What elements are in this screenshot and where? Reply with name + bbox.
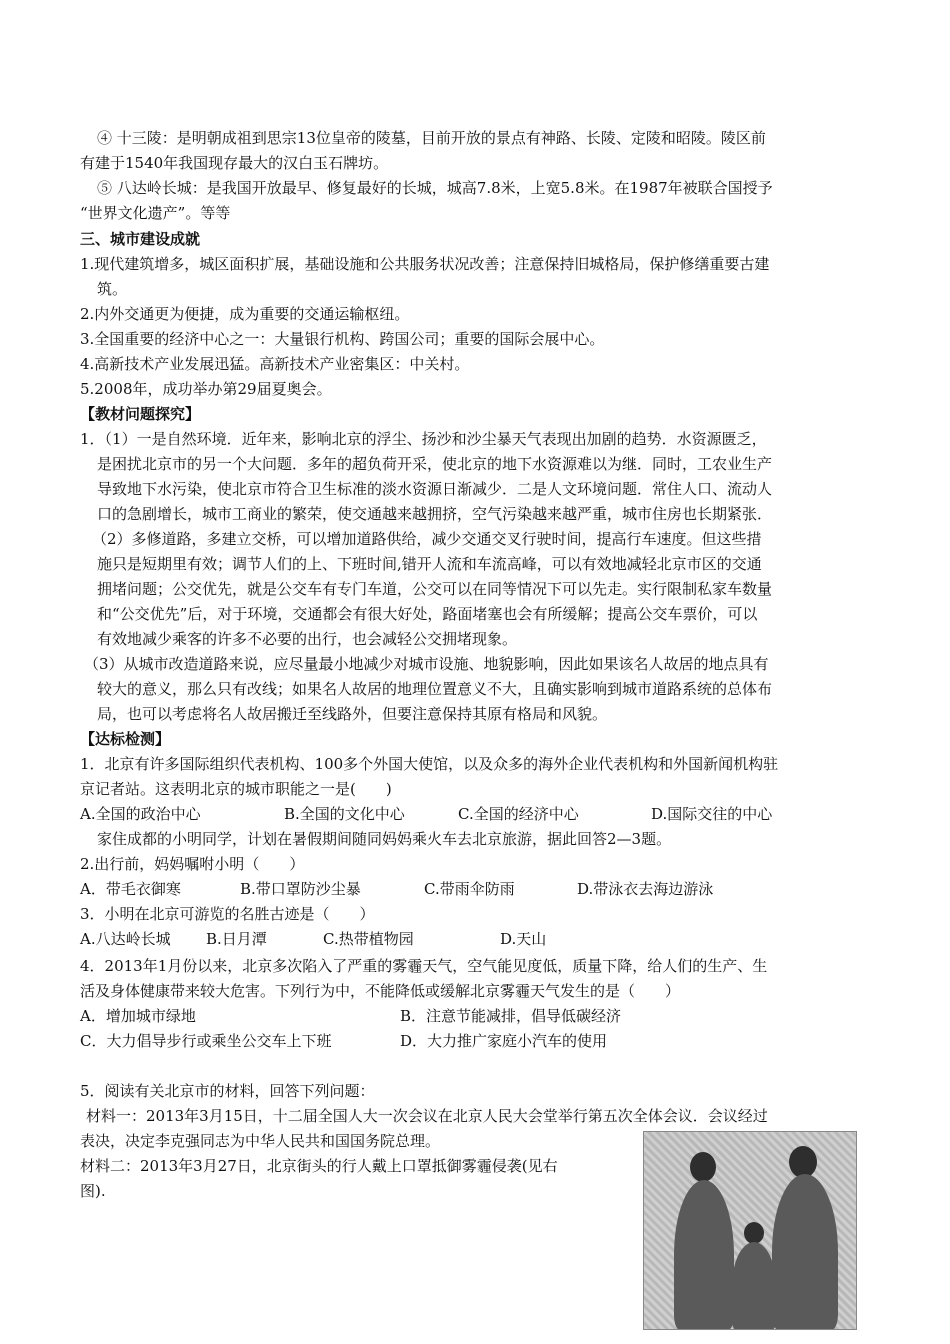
q2-option-a: A．带毛衣御寒 bbox=[80, 880, 181, 898]
question-3: 3．小明在北京可游览的名胜古迹是（ ） bbox=[80, 905, 375, 923]
q1-option-b: B.全国的文化中心 bbox=[284, 805, 405, 823]
q3-option-a: A.八达岭长城 bbox=[80, 930, 171, 948]
site-item-ming-tombs-cont: 有建于1540年我国现存最大的汉白玉石牌坊。 bbox=[80, 154, 389, 172]
achievement-item-cont: 筑。 bbox=[97, 280, 128, 298]
question-4: 4．2013年1月份以来，北京多次陷入了严重的雾霾天气，空气能见度低，质量下降，给人们的生产、生 bbox=[80, 957, 768, 975]
question-5: 5．阅读有关北京市的材料，回答下列问题： bbox=[80, 1082, 375, 1100]
section-heading-city-achievements: 三、城市建设成就 bbox=[80, 230, 201, 248]
q4-option-c: C．大力倡导步行或乘坐公交车上下班 bbox=[80, 1032, 332, 1050]
material-1: 材料一：2013年3月15日，十二届全国人大一次会议在北京人民大会堂举行第五次全体会议．会议经过 bbox=[86, 1107, 768, 1125]
q2-option-d: D.带泳衣去海边游泳 bbox=[577, 880, 714, 898]
answer-line: （3）从城市改造道路来说，应尽量最小地减少对城市设施、地貌影响，因此如果该名人故居的地点具有 bbox=[84, 655, 769, 673]
achievement-item: 5.2008年，成功举办第29届夏奥会。 bbox=[80, 380, 332, 398]
question-2: 2.出行前，妈妈嘱咐小明（ ） bbox=[80, 855, 305, 873]
site-item-badaling-cont: “世界文化遗产”。等等 bbox=[80, 204, 231, 222]
answer-line: 施只是短期里有效；调节人们的上、下班时间,错开人流和车流高峰，可以有效地减轻北京市区的交通 bbox=[97, 555, 762, 573]
material-2-cont: 图). bbox=[80, 1182, 106, 1200]
answer-line: 1．（1）一是自然环境．近年来，影响北京的浮尘、扬沙和沙尘暴天气表现出加剧的趋势．水资源匮乏， bbox=[80, 430, 767, 448]
section-heading-textbook-exploration: 【教材问题探究】 bbox=[80, 405, 201, 423]
answer-line: 导致地下水污染，使北京市符合卫生标准的淡水资源日渐减少．二是人文环境问题．常住人口、流动人 bbox=[97, 480, 773, 498]
q3-option-b: B.日月潭 bbox=[206, 930, 267, 948]
q1-option-c: C.全国的经济中心 bbox=[458, 805, 579, 823]
q4-option-d: D．大力推广家庭小汽车的使用 bbox=[400, 1032, 608, 1050]
q3-option-c: C.热带植物园 bbox=[323, 930, 414, 948]
achievement-item: 3.全国重要的经济中心之一：大量银行机构、跨国公司；重要的国际会展中心。 bbox=[80, 330, 605, 348]
material-1-cont: 表决，决定李克强同志为中华人民共和国国务院总理。 bbox=[80, 1132, 441, 1150]
answer-line: 是困扰北京市的另一个大问题．多年的超负荷开采，使北京的地下水资源难以为继．同时，工农业生产 bbox=[97, 455, 773, 473]
answer-line: 和“公交优先”后，对于环境，交通都会有很大好处，路面堵塞也会有所缓解；提高公交车票价，可以 bbox=[97, 605, 758, 623]
site-item-ming-tombs: ④ 十三陵：是明朝成祖到思宗13位皇帝的陵墓，目前开放的景点有神路、长陵、定陵和昭陵。陵区前 bbox=[97, 129, 766, 147]
material-2: 材料二：2013年3月27日，北京街头的行人戴上口罩抵御雾霾侵袭(见右 bbox=[80, 1157, 558, 1175]
q4-option-b: B．注意节能减排，倡导低碳经济 bbox=[400, 1007, 622, 1025]
achievement-item: 2.内外交通更为便捷，成为重要的交通运输枢纽。 bbox=[80, 305, 410, 323]
achievement-item: 4.高新技术产业发展迅猛。高新技术产业密集区：中关村。 bbox=[80, 355, 470, 373]
answer-line: 有效地减少乘客的许多不必要的出行，也会减轻公交拥堵现象。 bbox=[97, 630, 518, 648]
answer-line: 较大的意义，那么只有改线；如果名人故居的地理位置意义不大，且确实影响到城市道路系统的总体布 bbox=[97, 680, 773, 698]
site-item-badaling: ⑤ 八达岭长城：是我国开放最早、修复最好的长城，城高7.8米，上宽5.8米。在1987年被联合国授予 bbox=[97, 179, 773, 197]
answer-line: （2）多修道路，多建立交桥，可以增加道路供给，减少交通交叉行驶时间，提高行车速度。但这些措 bbox=[92, 530, 762, 548]
section-heading-standards-test: 【达标检测】 bbox=[80, 730, 171, 748]
q2-option-b: B.带口罩防沙尘暴 bbox=[240, 880, 361, 898]
q1-option-a: A.全国的政治中心 bbox=[80, 805, 201, 823]
answer-line: 口的急剧增长，城市工商业的繁荣，使交通越来越拥挤，空气污染越来越严重，城市住房也长期紧张． bbox=[97, 505, 773, 523]
answer-line: 局，也可以考虑将名人故居搬迁至线路外，但要注意保持其原有格局和风貌。 bbox=[97, 705, 608, 723]
achievement-item: 1.现代建筑增多，城区面积扩展，基础设施和公共服务状况改善；注意保持旧城格局，保护修缮重要古建 bbox=[80, 255, 770, 273]
answer-line: 拥堵问题；公交优先，就是公交车有专门车道，公交可以在同等情况下可以先走。实行限制私家车数量 bbox=[97, 580, 773, 598]
question-1: 1．北京有许多国际组织代表机构、100多个外国大使馆，以及众多的海外企业代表机构和外国新闻机构驻 bbox=[80, 755, 779, 773]
question-4-cont: 活及身体健康带来较大危害。下列行为中，不能降低或缓解北京雾霾天气发生的是（ ） bbox=[80, 982, 681, 1000]
q3-option-d: D.天山 bbox=[500, 930, 547, 948]
q4-option-a: A．增加城市绿地 bbox=[80, 1007, 196, 1025]
q1-option-d: D.国际交往的中心 bbox=[651, 805, 773, 823]
question-1-cont: 京记者站。这表明北京的城市职能之一是( ) bbox=[80, 780, 392, 798]
q2-option-c: C.带雨伞防雨 bbox=[424, 880, 515, 898]
smog-pedestrians-photo bbox=[643, 1131, 857, 1330]
question-intro: 家住成都的小明同学，计划在暑假期间随同妈妈乘火车去北京旅游，据此回答2—3题。 bbox=[97, 830, 672, 848]
